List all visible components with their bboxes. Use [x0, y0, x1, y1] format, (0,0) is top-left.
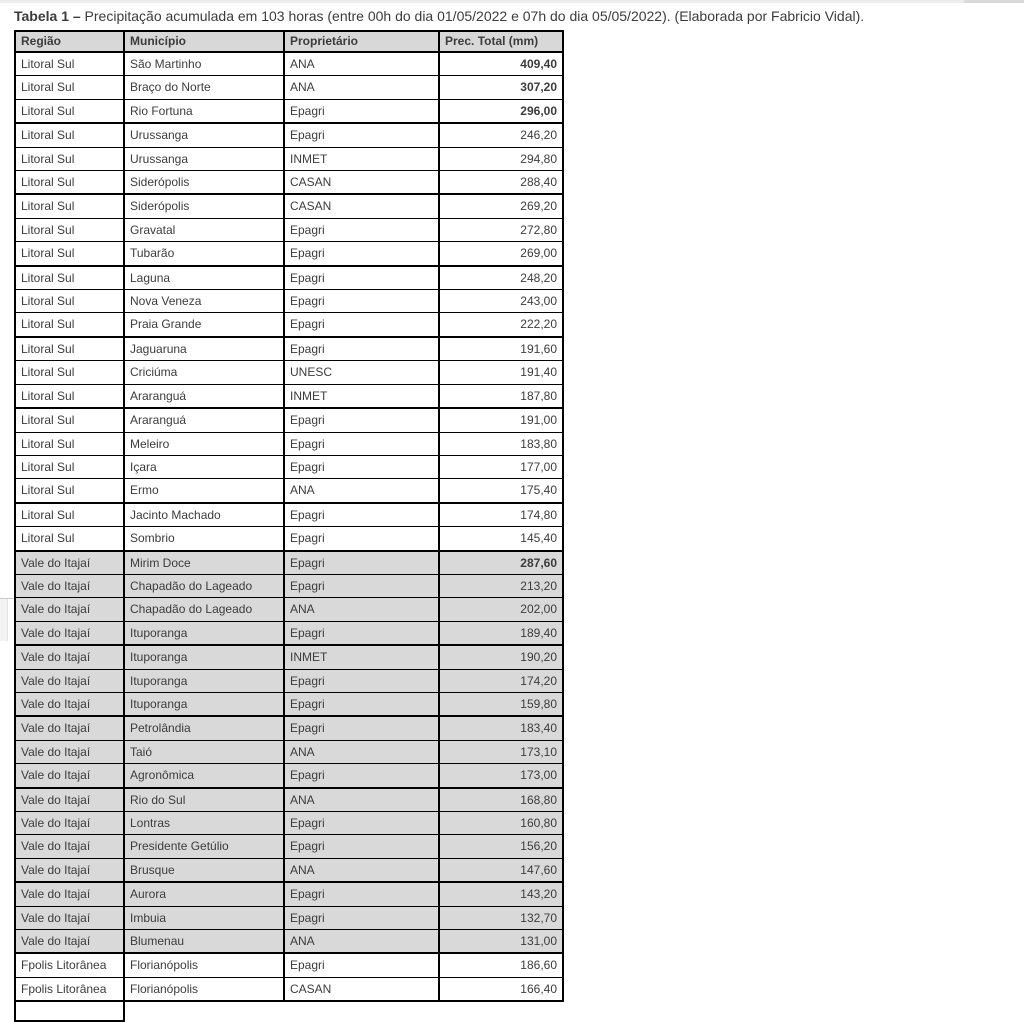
cell-municipio: Chapadão do Lageado [124, 598, 284, 621]
table-row [15, 835, 563, 858]
cell-proprietario: Epagri [284, 906, 439, 929]
cell-municipio: Blumenau [124, 930, 284, 954]
table-row [15, 503, 563, 527]
cell-regiao: Vale do Itajaí [15, 835, 124, 858]
table-row [15, 384, 563, 408]
cell-prec-total: 243,00 [439, 290, 563, 313]
cell-municipio: Siderópolis [124, 194, 284, 218]
cell-prec-total: 132,70 [439, 906, 563, 929]
cell-regiao: Vale do Itajaí [15, 858, 124, 882]
table-row [15, 290, 563, 313]
cell-prec-total: 147,60 [439, 858, 563, 882]
column-header-proprietario: Proprietário [284, 31, 439, 52]
table-row [15, 740, 563, 763]
cell-prec-total: 409,40 [439, 52, 563, 76]
cell-proprietario: Epagri [284, 218, 439, 241]
cell-proprietario: ANA [284, 479, 439, 503]
cell-proprietario: Epagri [284, 574, 439, 597]
cell-municipio: Gravatal [124, 218, 284, 241]
cell-municipio: Brusque [124, 858, 284, 882]
cell-regiao: Vale do Itajaí [15, 574, 124, 597]
cell-prec-total: 173,00 [439, 764, 563, 788]
cell-municipio: Ituporanga [124, 669, 284, 692]
cell-proprietario: Epagri [284, 669, 439, 692]
cell-municipio: Jaguaruna [124, 337, 284, 361]
cell-proprietario: Epagri [284, 99, 439, 123]
cell-proprietario: Epagri [284, 835, 439, 858]
cell-municipio: Içara [124, 455, 284, 478]
cell-municipio: Florianópolis [124, 953, 284, 977]
table-row [15, 313, 563, 337]
cell-proprietario: Epagri [284, 953, 439, 977]
cell-proprietario: INMET [284, 384, 439, 408]
column-header-prec-total: Prec. Total (mm) [439, 31, 563, 52]
cell-regiao: Litoral Sul [15, 242, 124, 266]
table-row [15, 716, 563, 740]
cell-proprietario: Epagri [284, 455, 439, 478]
cell-proprietario: Epagri [284, 337, 439, 361]
table-row [15, 788, 563, 812]
cell-regiao: Vale do Itajaí [15, 551, 124, 575]
empty-trailing-cell [14, 1002, 125, 1022]
cell-regiao: Litoral Sul [15, 194, 124, 218]
cell-regiao: Vale do Itajaí [15, 764, 124, 788]
table-row [15, 953, 563, 977]
cell-regiao: Litoral Sul [15, 218, 124, 241]
cell-municipio: Laguna [124, 266, 284, 290]
cell-regiao: Vale do Itajaí [15, 930, 124, 954]
cell-regiao: Vale do Itajaí [15, 740, 124, 763]
cell-municipio: Aurora [124, 882, 284, 906]
cell-proprietario: ANA [284, 858, 439, 882]
cell-prec-total: 287,60 [439, 551, 563, 575]
table-caption-label: Tabela 1 – [14, 8, 81, 24]
cell-proprietario: Epagri [284, 764, 439, 788]
cell-regiao: Vale do Itajaí [15, 788, 124, 812]
cell-municipio: Agronômica [124, 764, 284, 788]
cell-proprietario: INMET [284, 645, 439, 669]
table-row [15, 455, 563, 478]
table-row [15, 621, 563, 645]
cell-municipio: Araranguá [124, 384, 284, 408]
cell-municipio: Lontras [124, 812, 284, 835]
cell-municipio: Urussanga [124, 123, 284, 147]
cell-prec-total: 272,80 [439, 218, 563, 241]
cell-regiao: Vale do Itajaí [15, 716, 124, 740]
table-row [15, 669, 563, 692]
table-row [15, 408, 563, 432]
cell-municipio: Petrolândia [124, 716, 284, 740]
cell-prec-total: 248,20 [439, 266, 563, 290]
cell-regiao: Litoral Sul [15, 123, 124, 147]
cell-prec-total: 269,00 [439, 242, 563, 266]
cell-prec-total: 186,60 [439, 953, 563, 977]
cell-prec-total: 190,20 [439, 645, 563, 669]
cell-municipio: Criciúma [124, 361, 284, 384]
cell-regiao: Fpolis Litorânea [15, 977, 124, 1001]
cell-prec-total: 269,20 [439, 194, 563, 218]
cell-proprietario: Epagri [284, 551, 439, 575]
cell-prec-total: 159,80 [439, 692, 563, 716]
cell-proprietario: UNESC [284, 361, 439, 384]
cell-proprietario: Epagri [284, 503, 439, 527]
cell-regiao: Litoral Sul [15, 99, 124, 123]
cell-prec-total: 246,20 [439, 123, 563, 147]
cell-prec-total: 143,20 [439, 882, 563, 906]
table-row [15, 479, 563, 503]
cell-proprietario: CASAN [284, 194, 439, 218]
cell-municipio: Ituporanga [124, 645, 284, 669]
cell-regiao: Fpolis Litorânea [15, 953, 124, 977]
cell-municipio: Taió [124, 740, 284, 763]
cell-prec-total: 191,60 [439, 337, 563, 361]
cell-regiao: Vale do Itajaí [15, 812, 124, 835]
table-row [15, 171, 563, 195]
cell-proprietario: ANA [284, 598, 439, 621]
cell-prec-total: 183,40 [439, 716, 563, 740]
cell-municipio: Rio do Sul [124, 788, 284, 812]
cell-municipio: Urussanga [124, 147, 284, 170]
cell-prec-total: 191,00 [439, 408, 563, 432]
cell-proprietario: Epagri [284, 432, 439, 455]
cell-proprietario: INMET [284, 147, 439, 170]
table-body [15, 52, 563, 1001]
table-row [15, 242, 563, 266]
cell-prec-total: 131,00 [439, 930, 563, 954]
cell-proprietario: Epagri [284, 123, 439, 147]
table-row [15, 882, 563, 906]
table-row [15, 99, 563, 123]
cell-prec-total: 145,40 [439, 527, 563, 551]
table-row [15, 858, 563, 882]
table-row [15, 551, 563, 575]
cell-regiao: Litoral Sul [15, 52, 124, 76]
cell-municipio: Araranguá [124, 408, 284, 432]
cell-regiao: Litoral Sul [15, 384, 124, 408]
cell-prec-total: 189,40 [439, 621, 563, 645]
table-row [15, 764, 563, 788]
cell-regiao: Litoral Sul [15, 147, 124, 170]
cell-municipio: Mirim Doce [124, 551, 284, 575]
cell-municipio: Siderópolis [124, 171, 284, 195]
cell-prec-total: 202,00 [439, 598, 563, 621]
cell-municipio: Ermo [124, 479, 284, 503]
left-page-artifact-panel [0, 599, 8, 641]
cell-regiao: Litoral Sul [15, 337, 124, 361]
cell-prec-total: 187,80 [439, 384, 563, 408]
cell-prec-total: 175,40 [439, 479, 563, 503]
cell-regiao: Vale do Itajaí [15, 882, 124, 906]
table-caption [14, 8, 864, 24]
cell-municipio: Ituporanga [124, 692, 284, 716]
cell-regiao: Vale do Itajaí [15, 692, 124, 716]
table-row [15, 692, 563, 716]
cell-regiao: Litoral Sul [15, 527, 124, 551]
cell-prec-total: 173,10 [439, 740, 563, 763]
cell-proprietario: Epagri [284, 621, 439, 645]
table-row [15, 432, 563, 455]
cell-regiao: Litoral Sul [15, 408, 124, 432]
cell-proprietario: Epagri [284, 527, 439, 551]
cell-proprietario: Epagri [284, 408, 439, 432]
table-row [15, 194, 563, 218]
table-row [15, 337, 563, 361]
table-caption-text: Precipitação acumulada em 103 horas (entre 00h do dia 01/05/2022 e 07h do dia 05/05/2022). (Elaborada por Fabricio Vidal). [80, 8, 865, 24]
cell-municipio: Sombrio [124, 527, 284, 551]
cell-regiao: Litoral Sul [15, 266, 124, 290]
cell-municipio: Chapadão do Lageado [124, 574, 284, 597]
cell-regiao: Litoral Sul [15, 479, 124, 503]
cell-municipio: Braço do Norte [124, 76, 284, 99]
cell-proprietario: CASAN [284, 977, 439, 1001]
page-top-edge [0, 0, 1024, 3]
cell-proprietario: Epagri [284, 313, 439, 337]
cell-proprietario: Epagri [284, 812, 439, 835]
table-row [15, 218, 563, 241]
cell-prec-total: 166,40 [439, 977, 563, 1001]
cell-municipio: Rio Fortuna [124, 99, 284, 123]
table-row [15, 266, 563, 290]
cell-prec-total: 160,80 [439, 812, 563, 835]
cell-municipio: Nova Veneza [124, 290, 284, 313]
cell-proprietario: Epagri [284, 716, 439, 740]
table-row [15, 977, 563, 1001]
cell-prec-total: 191,40 [439, 361, 563, 384]
cell-municipio: Meleiro [124, 432, 284, 455]
cell-regiao: Litoral Sul [15, 76, 124, 99]
cell-regiao: Litoral Sul [15, 432, 124, 455]
cell-regiao: Vale do Itajaí [15, 598, 124, 621]
cell-proprietario: Epagri [284, 242, 439, 266]
cell-prec-total: 294,80 [439, 147, 563, 170]
cell-regiao: Vale do Itajaí [15, 669, 124, 692]
cell-municipio: Florianópolis [124, 977, 284, 1001]
cell-proprietario: ANA [284, 52, 439, 76]
cell-prec-total: 222,20 [439, 313, 563, 337]
cell-municipio: Presidente Getúlio [124, 835, 284, 858]
cell-regiao: Litoral Sul [15, 313, 124, 337]
page-top-edge-right [964, 0, 1024, 3]
header-row [15, 31, 563, 52]
cell-prec-total: 156,20 [439, 835, 563, 858]
column-header-regiao: Região [15, 31, 124, 52]
cell-proprietario: CASAN [284, 171, 439, 195]
cell-regiao: Litoral Sul [15, 455, 124, 478]
table-row [15, 574, 563, 597]
table-row [15, 645, 563, 669]
cell-municipio: Imbuia [124, 906, 284, 929]
cell-prec-total: 168,80 [439, 788, 563, 812]
cell-prec-total: 177,00 [439, 455, 563, 478]
cell-prec-total: 307,20 [439, 76, 563, 99]
cell-regiao: Vale do Itajaí [15, 645, 124, 669]
cell-prec-total: 183,80 [439, 432, 563, 455]
cell-proprietario: ANA [284, 930, 439, 954]
cell-municipio: São Martinho [124, 52, 284, 76]
cell-municipio: Jacinto Machado [124, 503, 284, 527]
cell-prec-total: 296,00 [439, 99, 563, 123]
table-row [15, 906, 563, 929]
cell-proprietario: Epagri [284, 266, 439, 290]
cell-regiao: Litoral Sul [15, 290, 124, 313]
table-row [15, 361, 563, 384]
cell-municipio: Ituporanga [124, 621, 284, 645]
table-row [15, 52, 563, 76]
table-row [15, 598, 563, 621]
cell-proprietario: ANA [284, 76, 439, 99]
document-content [14, 8, 864, 1022]
cell-municipio: Praia Grande [124, 313, 284, 337]
table-row [15, 527, 563, 551]
cell-prec-total: 174,20 [439, 669, 563, 692]
cell-proprietario: ANA [284, 740, 439, 763]
cell-proprietario: Epagri [284, 882, 439, 906]
cell-prec-total: 288,40 [439, 171, 563, 195]
column-header-municipio: Município [124, 31, 284, 52]
cell-regiao: Vale do Itajaí [15, 906, 124, 929]
cell-proprietario: ANA [284, 788, 439, 812]
cell-regiao: Litoral Sul [15, 503, 124, 527]
table-row [15, 147, 563, 170]
cell-proprietario: Epagri [284, 692, 439, 716]
cell-prec-total: 174,80 [439, 503, 563, 527]
precipitation-table [14, 30, 564, 1002]
cell-regiao: Litoral Sul [15, 171, 124, 195]
cell-regiao: Vale do Itajaí [15, 621, 124, 645]
table-row [15, 76, 563, 99]
table-row [15, 930, 563, 954]
cell-regiao: Litoral Sul [15, 361, 124, 384]
table-row [15, 123, 563, 147]
cell-proprietario: Epagri [284, 290, 439, 313]
cell-prec-total: 213,20 [439, 574, 563, 597]
cell-municipio: Tubarão [124, 242, 284, 266]
table-row [15, 812, 563, 835]
